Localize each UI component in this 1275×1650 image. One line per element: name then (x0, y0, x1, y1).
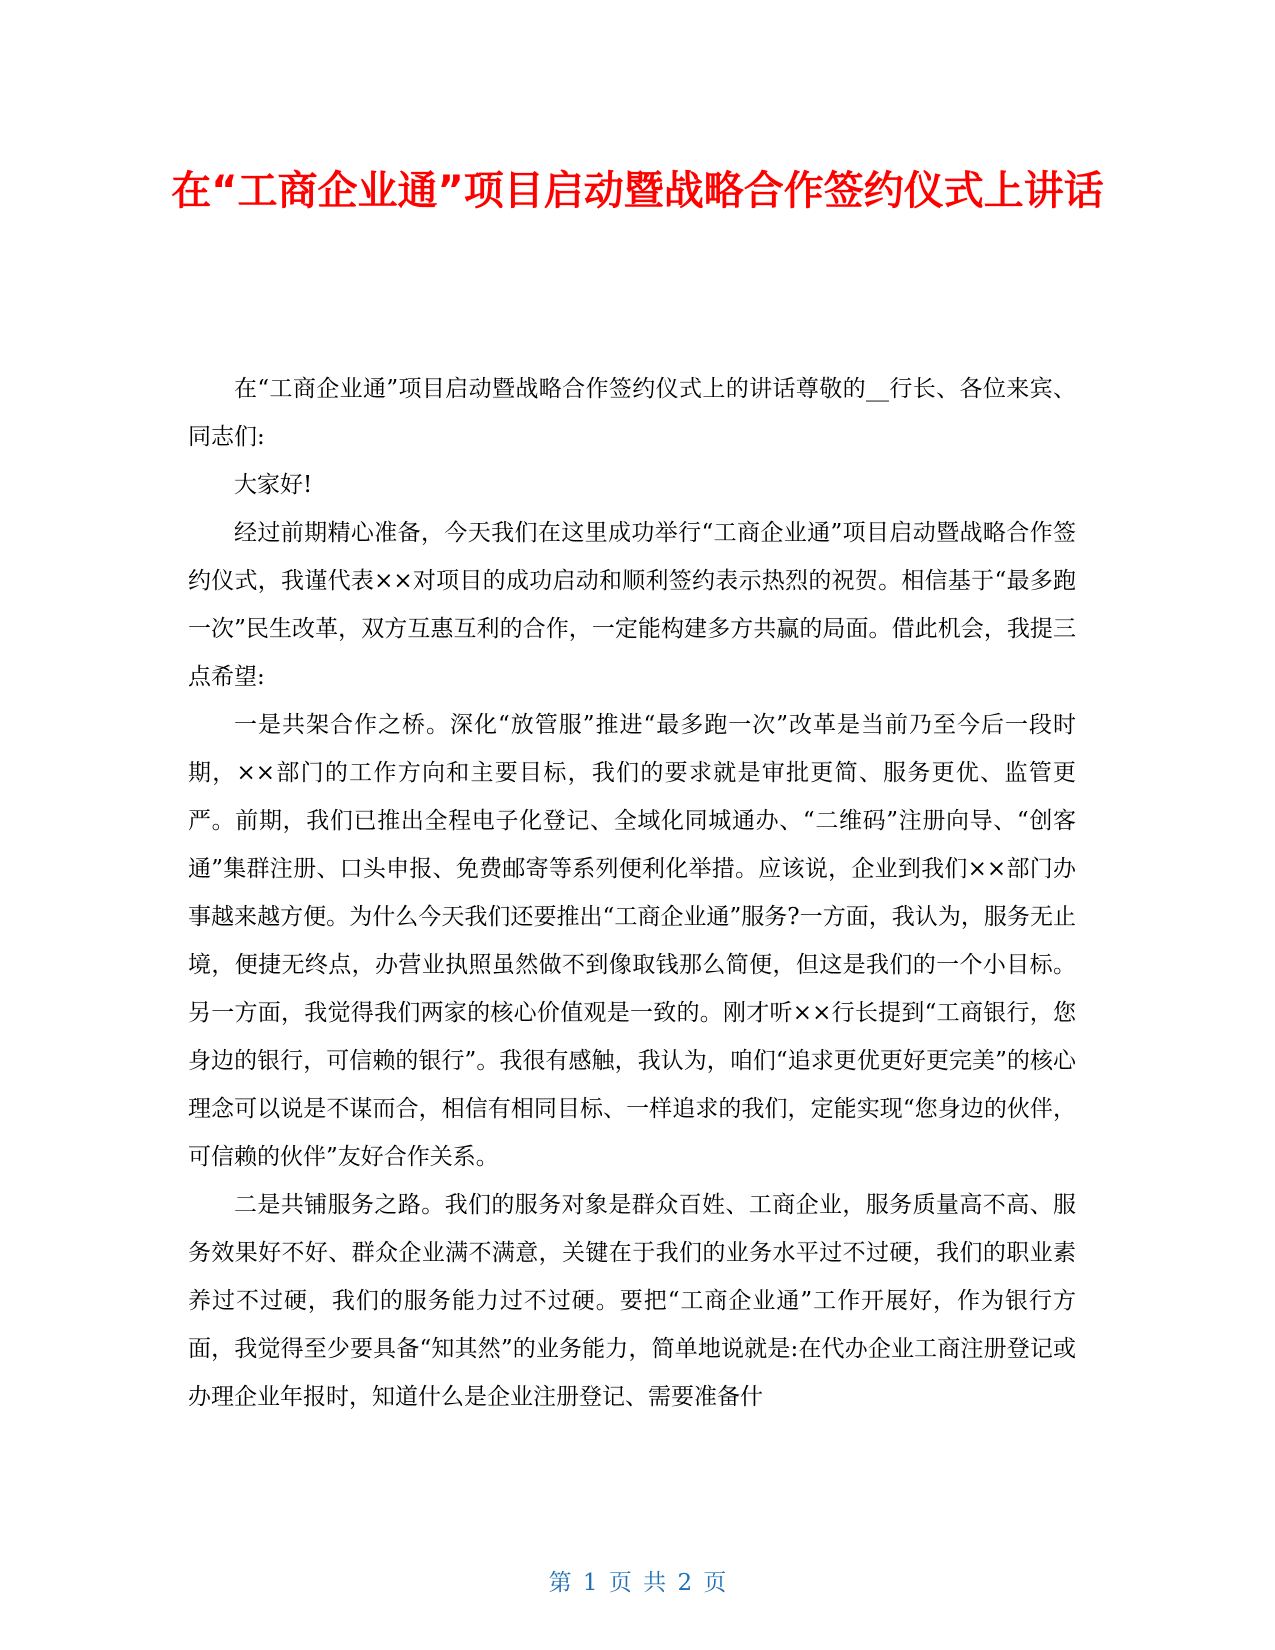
paragraph-greeting: 大家好! (234, 472, 313, 498)
page-number-footer: 第 1 页 共 2 页 (548, 1570, 727, 1596)
paragraph-salutation: 在“工商企业通”项目启动暨战略合作签约仪式上的讲话尊敬的__行长、各位来宾、同志们: (188, 376, 1076, 450)
paragraph-point-one: 一是共架合作之桥。深化“放管服”推进“最多跑一次”改革是当前乃至今后一段时期，××部门的工作方向和主要目标，我们的要求就是审批更简、服务更优、监管更严。前期，我们已推出全程电子化登记、全域化同城通办、“二维码”注册向导、“创客通”集群注册、口头申报、免费邮寄等系列便利化举措。应该说，企业到我们××部门办事越来越方便。为什么今天我们还要推出“工商企业通”服务?一方面，我认为，服务无止境，便捷无终点，办营业执照虽然做不到像取钱那么简便，但这是我们的一个小目标。另一方面，我觉得我们两家的核心价值观是一致的。刚才听××行长提到“工商银行，您身边的银行，可信赖的银行”。我很有感触，我认为，咱们“追求更优更好更完美”的核心理念可以说是不谋而合，相信有相同目标、一样追求的我们，定能实现“您身边的伙伴，可信赖的伙伴”友好合作关系。 (188, 712, 1076, 1170)
paragraph-introduction: 经过前期精心准备，今天我们在这里成功举行“工商企业通”项目启动暨战略合作签约仪式，我谨代表××对项目的成功启动和顺利签约表示热烈的祝贺。相信基于“最多跑一次”民生改革，双方互惠互利的合作，一定能构建多方共赢的局面。借此机会，我提三点希望: (188, 520, 1076, 690)
paragraph-point-two: 二是共铺服务之路。我们的服务对象是群众百姓、工商企业，服务质量高不高、服务效果好不好、群众企业满不满意，关键在于我们的业务水平过不过硬，我们的职业素养过不过硬，我们的服务能力过不过硬。要把“工商企业通”工作开展好，作为银行方面，我觉得至少要具备“知其然”的业务能力，简单地说就是:在代办企业工商注册登记或办理企业年报时，知道什么是企业注册登记、需要准备什 (188, 1192, 1076, 1410)
document-body (188, 365, 1076, 1421)
document-title: 在“工商企业通”项目启动暨战略合作签约仪式上讲话 (171, 168, 1104, 214)
